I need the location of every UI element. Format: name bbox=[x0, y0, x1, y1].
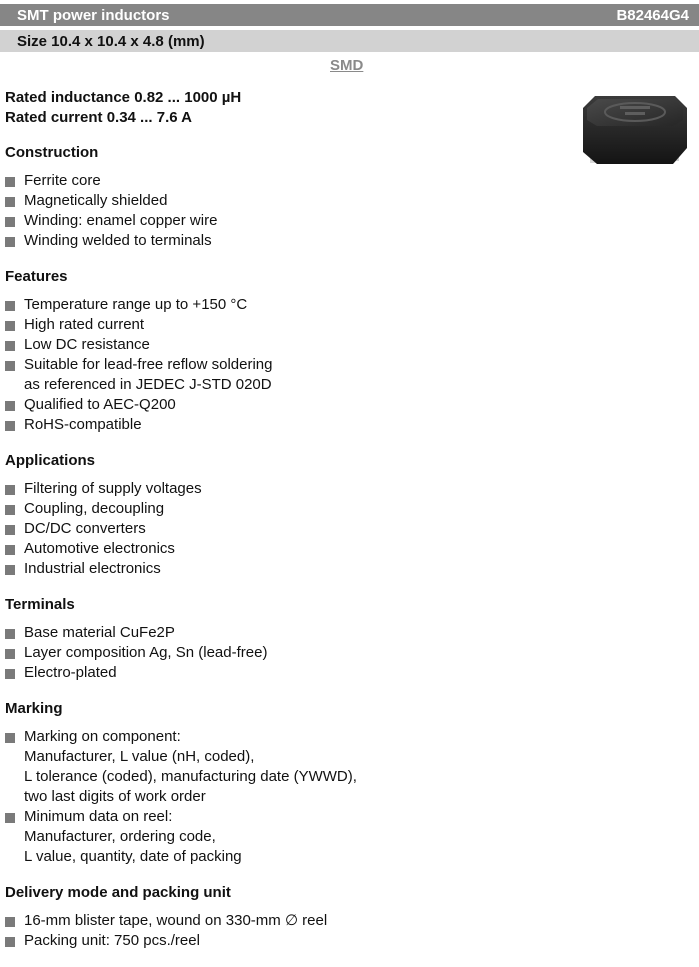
list-item: DC/DC converters bbox=[5, 519, 565, 539]
list-item: Temperature range up to +150 °C bbox=[5, 295, 565, 315]
list-item: High rated current bbox=[5, 315, 565, 335]
list-item: Marking on component: Manufacturer, L value (nH, coded), L tolerance (coded), manufacturing date (YWWD), two last digits of work order bbox=[5, 727, 565, 807]
list-item: Filtering of supply voltages bbox=[5, 479, 565, 499]
list-item: Winding welded to terminals bbox=[5, 231, 565, 251]
list-item: Coupling, decoupling bbox=[5, 499, 565, 519]
list-item: Low DC resistance bbox=[5, 335, 565, 355]
list-item: 16-mm blister tape, wound on 330-mm ∅ reel bbox=[5, 911, 565, 931]
document-title: SMT power inductors bbox=[17, 6, 170, 24]
list-item: Automotive electronics bbox=[5, 539, 565, 559]
section-title: Construction bbox=[5, 144, 99, 161]
size-bar bbox=[0, 30, 699, 52]
section-title: Marking bbox=[5, 700, 63, 717]
rated-current: Rated current 0.34 ... 7.6 A bbox=[5, 109, 193, 126]
title-bar bbox=[0, 4, 699, 26]
rated-values bbox=[5, 88, 241, 128]
bullet-list bbox=[5, 911, 565, 951]
list-item: Packing unit: 750 pcs./reel bbox=[5, 931, 565, 951]
list-item: Qualified to AEC-Q200 bbox=[5, 395, 565, 415]
rated-inductance: Rated inductance 0.82 ... 1000 µH bbox=[5, 89, 242, 106]
section-title: Delivery mode and packing unit bbox=[5, 884, 231, 901]
list-item: Magnetically shielded bbox=[5, 191, 565, 211]
section-title: Features bbox=[5, 268, 68, 285]
list-item: RoHS-compatible bbox=[5, 415, 565, 435]
size-label: Size 10.4 x 10.4 x 4.8 (mm) bbox=[17, 32, 205, 50]
smd-label: SMD bbox=[330, 57, 364, 74]
bullet-list bbox=[5, 171, 565, 251]
list-item: Minimum data on reel: Manufacturer, ordering code, L value, quantity, date of packing bbox=[5, 807, 565, 867]
content bbox=[5, 143, 565, 967]
list-item: Electro-plated bbox=[5, 663, 565, 683]
list-item: Layer composition Ag, Sn (lead-free) bbox=[5, 643, 565, 663]
bullet-list bbox=[5, 479, 565, 579]
list-item: Suitable for lead-free reflow soldering as referenced in JEDEC J-STD 020D bbox=[5, 355, 565, 395]
list-item: Industrial electronics bbox=[5, 559, 565, 579]
list-item: Winding: enamel copper wire bbox=[5, 211, 565, 231]
list-item: Base material CuFe2P bbox=[5, 623, 565, 643]
smt-inductor-photo bbox=[565, 90, 695, 180]
bullet-list bbox=[5, 295, 565, 435]
bullet-list bbox=[5, 727, 565, 867]
bullet-list bbox=[5, 623, 565, 683]
list-item: Ferrite core bbox=[5, 171, 565, 191]
part-number: B82464G4 bbox=[616, 6, 689, 24]
section-title: Terminals bbox=[5, 596, 75, 613]
section-title: Applications bbox=[5, 452, 96, 469]
